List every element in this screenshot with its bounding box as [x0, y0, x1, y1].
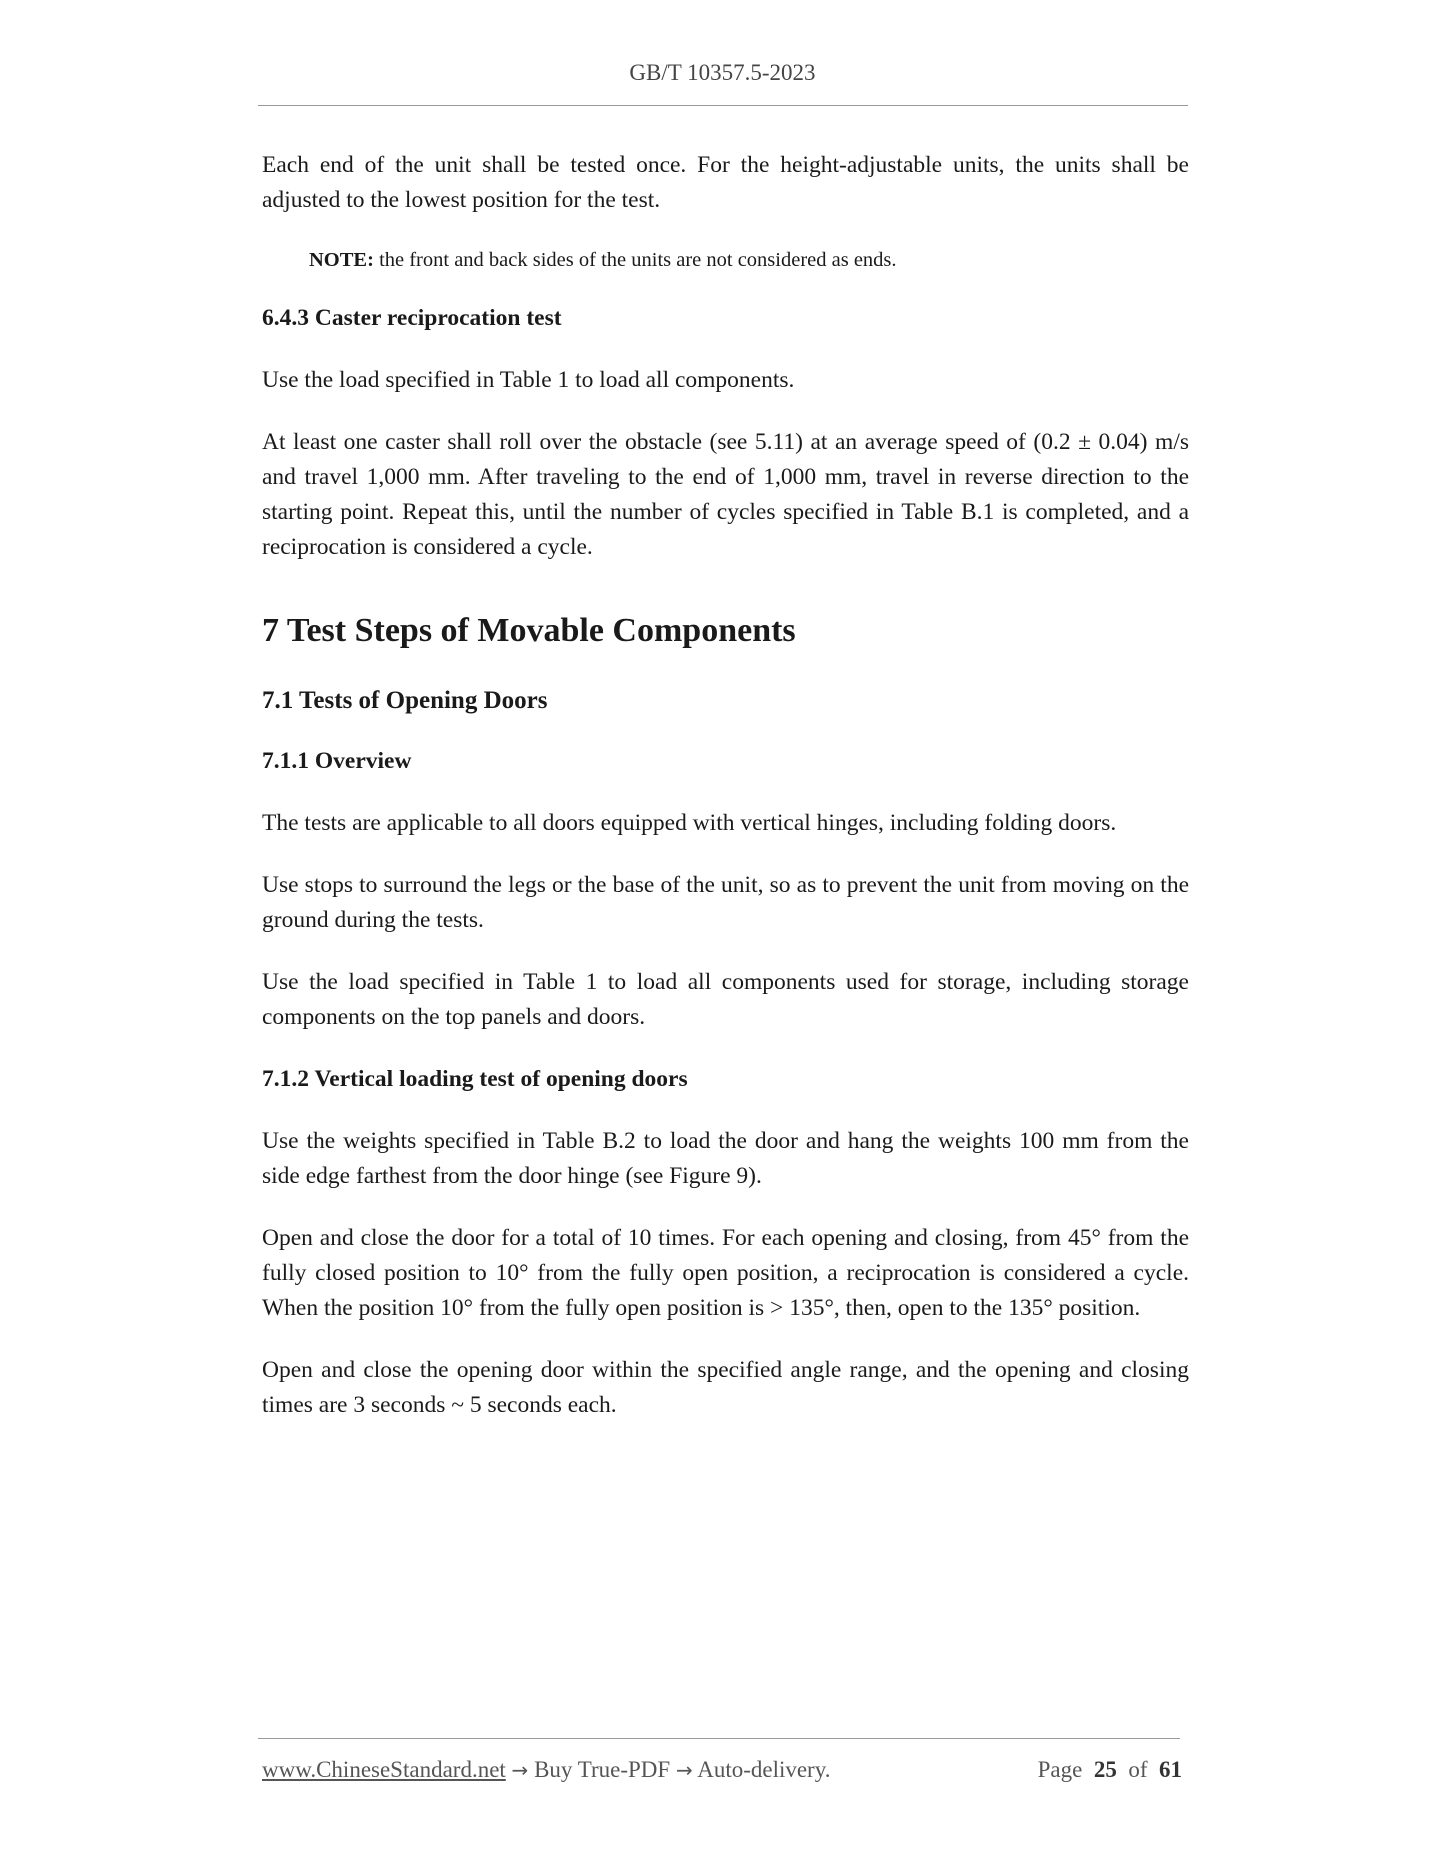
page-label: Page	[1037, 1757, 1083, 1782]
arrow-right-icon: →	[675, 1758, 693, 1782]
paragraph-load-components: Use the load specified in Table 1 to load all components.	[262, 367, 795, 393]
page-number: 25	[1093, 1757, 1117, 1782]
footer-divider	[258, 1738, 1180, 1739]
paragraph-applicable-doors: The tests are applicable to all doors equipped with vertical hinges, including folding doors.	[262, 810, 1117, 836]
paragraph-opening-times: Open and close the opening door within the specified angle range, and the opening and closing times are 3 seconds ~ 5 seconds each.	[262, 1357, 1189, 1418]
note	[262, 245, 1189, 275]
note-label: NOTE:	[309, 249, 374, 271]
paragraph-end-test: Each end of the unit shall be tested once. For the height-adjustable units, the units shall be adjusted to the lowest position for the test.	[262, 152, 1189, 213]
buy-pdf-text: Buy True-PDF	[534, 1757, 671, 1782]
paragraph-load-storage: Use the load specified in Table 1 to load all components used for storage, including storage components on the top panels and doors.	[262, 969, 1189, 1030]
page-footer	[262, 1757, 1182, 1783]
of-label: of	[1128, 1757, 1148, 1782]
auto-delivery-text: Auto-delivery.	[697, 1757, 831, 1782]
paragraph-open-close-cycles: Open and close the door for a total of 10 times. For each opening and closing, from 45° from the fully closed position to 10° from the fully open position, a reciprocation is considered a cycle. When the position 10° from the fully open position is > 135°, then, open to the 135° position.	[262, 1225, 1189, 1321]
heading-6-4-3: 6.4.3 Caster reciprocation test	[262, 305, 562, 331]
paragraph-use-stops: Use stops to surround the legs or the base of the unit, so as to prevent the unit from moving on the ground during the tests.	[262, 872, 1189, 933]
heading-7-1: 7.1 Tests of Opening Doors	[262, 687, 548, 714]
total-pages: 61	[1159, 1757, 1182, 1782]
header-divider	[258, 105, 1188, 106]
page-header: GB/T 10357.5-2023	[629, 60, 816, 85]
page-indicator	[1038, 1757, 1182, 1783]
arrow-right-icon: →	[511, 1758, 529, 1782]
paragraph-weights: Use the weights specified in Table B.2 to load the door and hang the weights 100 mm from the side edge farthest from the door hinge (see Figure 9).	[262, 1128, 1189, 1189]
heading-7-1-1: 7.1.1 Overview	[262, 748, 412, 774]
paragraph-caster-roll: At least one caster shall roll over the obstacle (see 5.11) at an average speed of (0.2 ± 0.04) m/s and travel 1,000 mm. After traveling to the end of 1,000 mm, travel in reverse direction to the starting point. Repeat this, until the number of cycles specified in Table B.1 is completed, and a reciprocation is considered a cycle.	[262, 429, 1189, 560]
note-text: the front and back sides of the units are not considered as ends.	[373, 249, 897, 271]
heading-7-1-2: 7.1.2 Vertical loading test of opening doors	[262, 1066, 688, 1092]
document-body	[262, 148, 1189, 1450]
heading-7: 7 Test Steps of Movable Components	[262, 612, 796, 649]
website-link[interactable]: www.ChineseStandard.net	[262, 1757, 506, 1782]
